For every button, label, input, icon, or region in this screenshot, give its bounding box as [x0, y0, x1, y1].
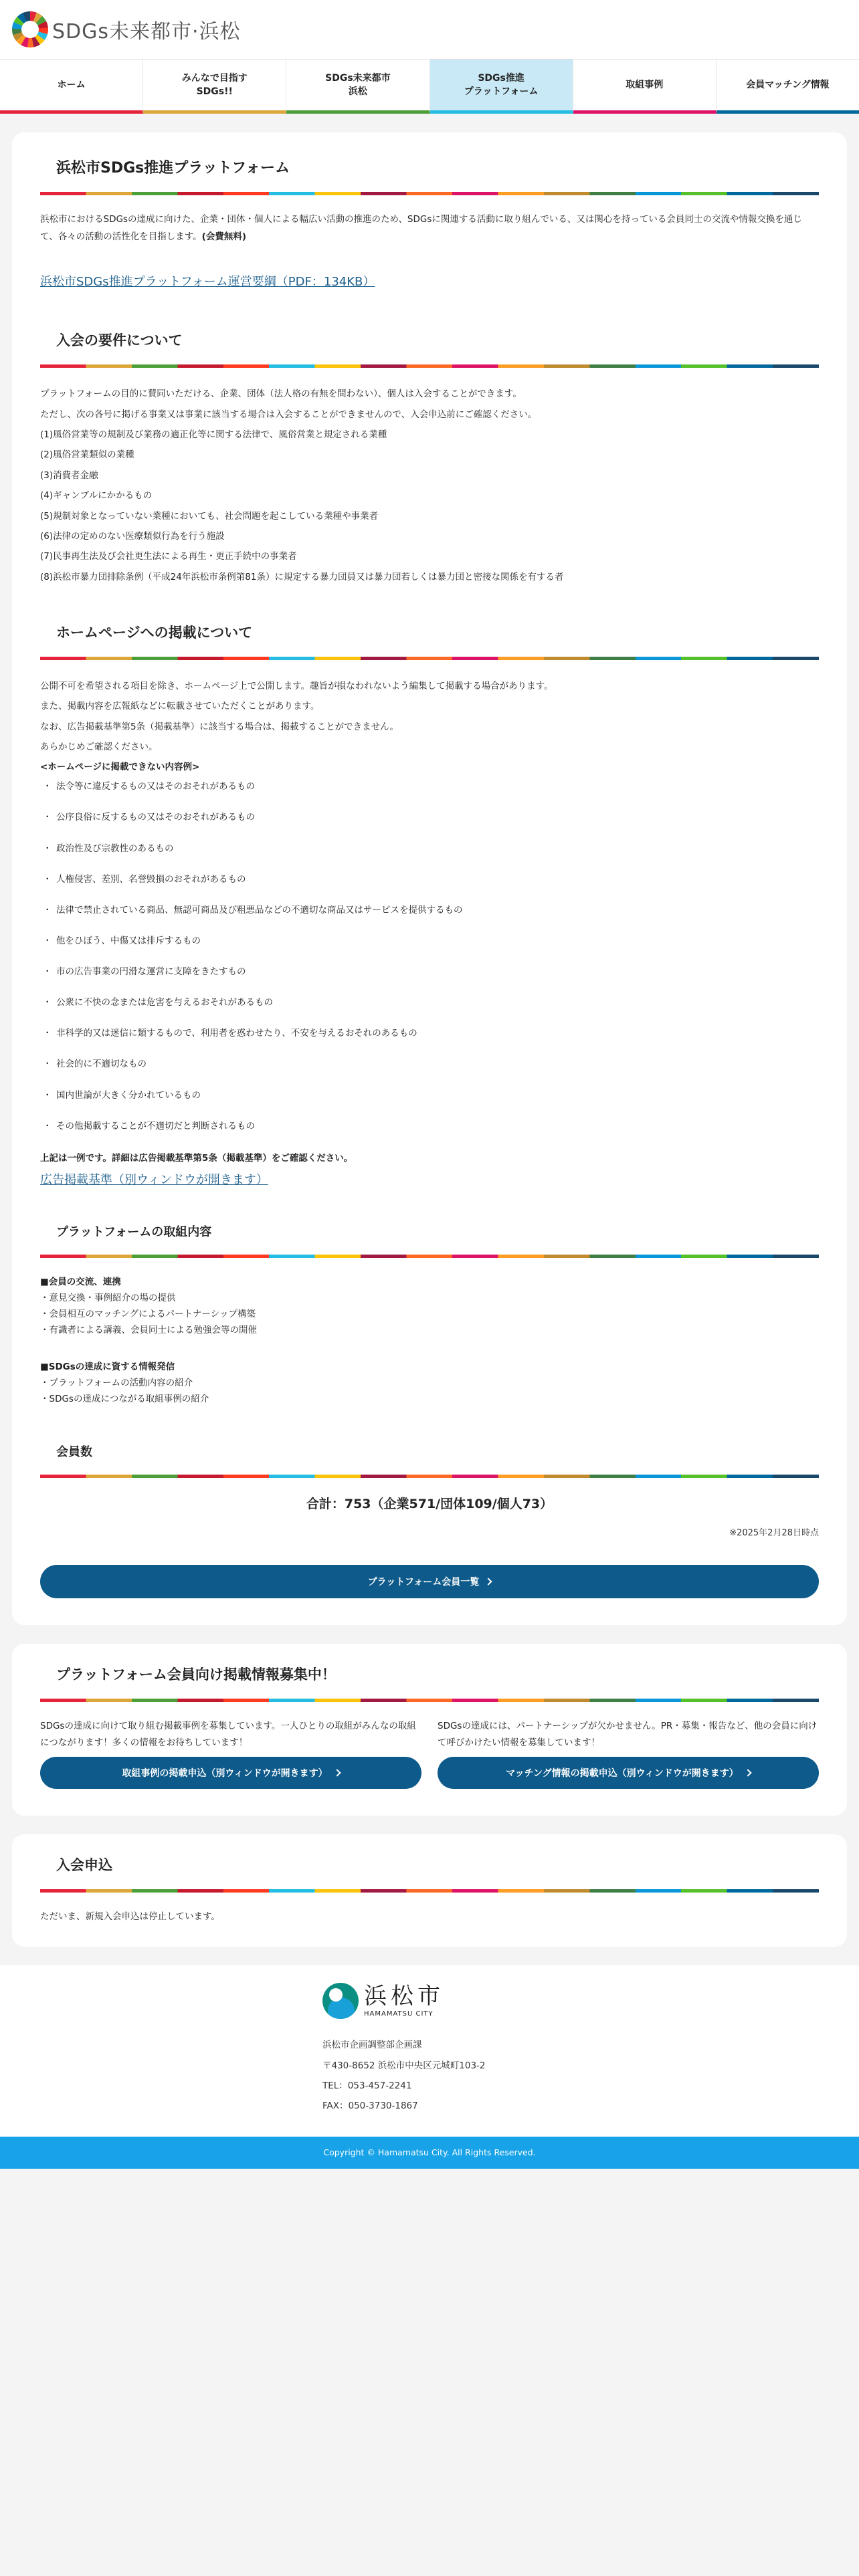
matching-submit-button-label: マッチング情報の掲載申込（別ウィンドウが開きます）: [506, 1767, 739, 1779]
posting-line: 公開不可を希望される項目を除き、ホームページ上で公開します。趣旨が損なわれないよう編集して掲載する場合があります。: [40, 681, 553, 692]
activity-item: ・会員相互のマッチングによるパートナーシップ構築: [40, 1309, 256, 1320]
nav-item-everyone-sdgs[interactable]: みんなで目指す SDGs!!: [143, 60, 286, 114]
activity-item: ・プラットフォームの活動内容の紹介: [40, 1378, 193, 1389]
recruit-card: [12, 1644, 847, 1816]
homepage-posting-title: ホームページへの掲載について: [56, 625, 253, 641]
platform-intro: [40, 211, 819, 245]
rainbow-divider: [40, 192, 819, 195]
footer-fax: FAX：050-3730-1867: [322, 2101, 418, 2112]
copyright-bar: Copyright © Hamamatsu City. All Rights Reserved.: [0, 2137, 859, 2169]
requirement-line: (6)法律の定めのない医療類似行為を行う施設: [40, 530, 225, 542]
requirement-line: (7)民事再生法及び会社更生法による再生・更正手続中の事業者: [40, 551, 297, 562]
requirement-line: プラットフォームの目的に賛同いただける、企業、団体（法人格の有無を問わない）、個人は入会することができます。: [40, 389, 522, 400]
platform-card: [12, 132, 847, 1625]
nav-item-platform[interactable]: SDGs推進 プラットフォーム: [430, 60, 573, 114]
recruit-cases-text: SDGsの達成に向けて取り組む掲載事例を募集しています。一人ひとりの取組がみんなの取組につながります！多くの情報をお待ちしています！: [40, 1720, 416, 1749]
footer-address: 〒430-8652 浜松市中央区元城町103-2: [322, 2060, 486, 2071]
requirements-list: [40, 384, 819, 587]
list-item: ・ 市の広告事業の円滑な運営に支障をきたすもの: [47, 964, 819, 981]
nav-item-future-city[interactable]: SDGs未来都市 浜松: [286, 60, 430, 114]
site-logo-text: SDGs未来都市·浜松: [52, 20, 241, 43]
ng-examples-list: [40, 778, 819, 1135]
list-item: ・ 他をひぼう、中傷又は排斥するもの: [47, 933, 819, 950]
requirement-line: (5)規制対象となっていない業種においても、社会問題を起こしている業種や事業者: [40, 510, 379, 522]
activity-item: ・意見交換・事例紹介の場の提供: [40, 1292, 176, 1303]
footer-tel: TEL：053-457-2241: [322, 2080, 412, 2092]
requirement-line: (2)風俗営業類似の業種: [40, 449, 134, 461]
main-content: [0, 114, 859, 1947]
recruit-matching-column: [438, 1718, 819, 1789]
list-item: ・ 社会的に不適切なもの: [47, 1056, 819, 1073]
rainbow-divider: [40, 657, 819, 660]
ng-examples-heading: <ホームページに掲載できない内容例>: [40, 761, 200, 772]
recruit-title: プラットフォーム会員向け掲載情報募集中！: [56, 1666, 336, 1683]
activity-item: ・SDGsの達成につながる取組事例の紹介: [40, 1394, 209, 1405]
sdgs-wheel-icon: [12, 11, 48, 47]
site-logo[interactable]: [12, 11, 241, 47]
site-footer: [0, 1965, 859, 2137]
requirement-line: (8)浜松市暴力団排除条例（平成24年浜松市条例第81条）に規定する暴力団員又は暴力団若しくは暴力団と密接な関係を有する者: [40, 571, 564, 582]
chevron-right-icon: [744, 1769, 751, 1776]
members-as-of-date: ※2025年2月28日時点: [729, 1527, 819, 1538]
list-item: ・ 非科学的又は迷信に類するもので、利用者を惑わせたり、不安を与えるおそれのあるもの: [47, 1025, 819, 1043]
footer-dept: 浜松市企画調整部企画課: [322, 2040, 422, 2051]
matching-submit-button[interactable]: [438, 1757, 819, 1789]
requirement-line: (4)ギャンブルにかかるもの: [40, 490, 153, 502]
list-item: ・ 人権侵害、差別、名誉毀損のおそれがあるもの: [47, 871, 819, 889]
city-name-en: HAMAMATSU CITY: [364, 2010, 434, 2018]
requirements-title: 入会の要件について: [56, 332, 183, 349]
member-list-button[interactable]: [40, 1565, 819, 1598]
posting-line: また、掲載内容を広報紙などに転載させていただくことがあります。: [40, 701, 320, 712]
chevron-right-icon: [333, 1769, 341, 1776]
list-item: ・ その他掲載することが不適切だと判断されるもの: [47, 1118, 819, 1136]
nav-item-matching[interactable]: 会員マッチング情報: [717, 60, 859, 114]
intro-text: 浜松市におけるSDGsの達成に向けた、企業・団体・個人による幅広い活動の推進のため、SDGsに関連する活動に取り組んでいる、又は関心を持っている会員同士の交流や情報交換を通じて、各々の活動の活性化を目指します。: [40, 214, 802, 242]
list-item: ・ 公衆に不快の念または危害を与えるおそれがあるもの: [47, 994, 819, 1012]
city-emblem-icon: [322, 1983, 359, 2019]
rainbow-divider: [40, 1255, 819, 1258]
global-nav: [0, 59, 859, 114]
member-list-button-label: プラットフォーム会員一覧: [367, 1576, 480, 1588]
nav-item-home[interactable]: ホーム: [0, 60, 143, 114]
list-item: ・ 法律で禁止されている商品、無認可商品及び粗悪品などの不適切な商品又はサービスを提供するもの: [47, 902, 819, 920]
rainbow-divider: [40, 364, 819, 368]
city-logo[interactable]: [322, 1983, 523, 2019]
rainbow-divider: [40, 1889, 819, 1893]
requirement-line: ただし、次の各号に掲げる事業又は事業に該当する場合は入会することができませんので、入会申込前にご確認ください。: [40, 409, 537, 420]
ad-standards-link[interactable]: 広告掲載基準（別ウィンドウが開きます）: [40, 1172, 268, 1187]
apply-card: [12, 1834, 847, 1947]
site-header: [0, 0, 859, 59]
apply-status-text: ただいま、新規入会申込は停止しています。: [40, 1911, 220, 1922]
case-submit-button[interactable]: [40, 1757, 421, 1789]
case-submit-button-label: 取組事例の掲載申込（別ウィンドウが開きます）: [122, 1767, 328, 1779]
recruit-columns: [40, 1718, 819, 1789]
recruit-cases-column: [40, 1718, 421, 1789]
list-item: ・ 公序良俗に反するもの又はそのおそれがあるもの: [47, 809, 819, 827]
rainbow-divider: [40, 1699, 819, 1702]
activity-heading: ■会員の交流、連携: [40, 1276, 121, 1287]
recruit-matching-text: SDGsの達成には、パートナーシップが欠かせません。PR・募集・報告など、他の会員に向けて呼びかけたい情報を募集しています！: [438, 1720, 818, 1749]
nav-item-case-studies[interactable]: 取組事例: [573, 60, 717, 114]
activity-heading: ■SDGsの達成に資する情報発信: [40, 1361, 175, 1372]
list-item: ・ 国内世論が大きく分かれているもの: [47, 1087, 819, 1105]
page-title: 浜松市SDGs推進プラットフォーム: [56, 160, 290, 177]
posting-line: なお、広告掲載基準第5条（掲載基準）に該当する場合は、掲載することができません。: [40, 721, 399, 732]
activity-item: ・有識者による講義、会員同士による勉強会等の開催: [40, 1325, 257, 1336]
members-title: 会員数: [56, 1444, 92, 1459]
members-total: 合計：753（企業571/団体109/個人73）: [306, 1496, 553, 1511]
intro-free-note: (会費無料): [201, 231, 246, 242]
list-item: ・ 政治性及び宗教性のあるもの: [47, 841, 819, 858]
activities-title: プラットフォームの取組内容: [56, 1224, 212, 1239]
city-name-jp: 浜松市: [364, 1982, 444, 2010]
ng-examples-note: 上記は一例です。詳細は広告掲載基準第5条（掲載基準）をご確認ください。: [40, 1152, 353, 1164]
posting-line: あらかじめご確認ください。: [40, 742, 158, 753]
chevron-right-icon: [485, 1578, 492, 1585]
apply-title: 入会申込: [56, 1856, 112, 1873]
requirement-line: (1)風俗営業等の規制及び業務の適正化等に関する法律で、風俗営業と規定される業種: [40, 429, 387, 441]
rainbow-divider: [40, 1475, 819, 1478]
guideline-pdf-link[interactable]: 浜松市SDGs推進プラットフォーム運営要綱（PDF：134KB）: [40, 275, 375, 290]
list-item: ・ 法令等に違反するもの又はそのおそれがあるもの: [47, 778, 819, 796]
requirement-line: (3)消費者金融: [40, 469, 98, 481]
